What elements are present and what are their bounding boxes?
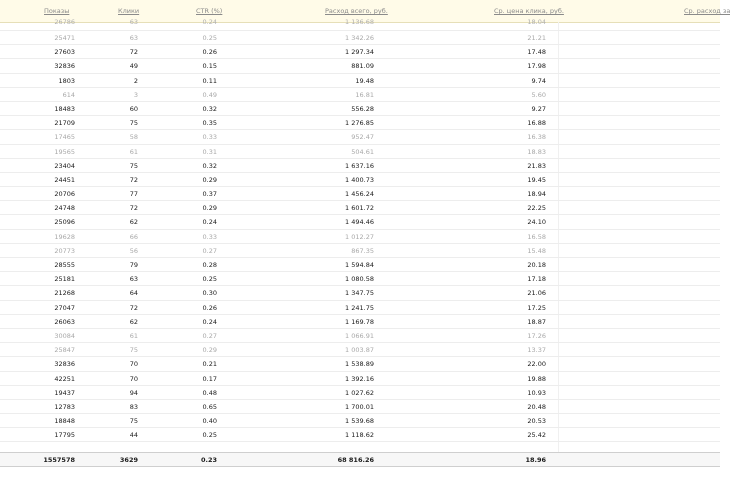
cell-cpc: 18.87 (527, 317, 546, 326)
cell-shows: 1803 (58, 76, 75, 85)
table-row (0, 102, 720, 116)
cell-ctr: 0.28 (202, 261, 217, 269)
table-body (0, 18, 720, 442)
cell-ctr: 0.48 (202, 388, 217, 397)
cell-ctr: 0.27 (202, 331, 217, 340)
table-row (0, 301, 720, 315)
cell-clicks: 44 (129, 431, 138, 440)
cell-shows: 32836 (54, 360, 75, 369)
cell-spend: 556.28 (351, 104, 374, 113)
table-row (0, 159, 720, 173)
table-row (0, 145, 720, 159)
cell-shows: 23404 (54, 161, 75, 170)
cell-spend: 1 700.01 (345, 402, 374, 411)
cell-shows: 25471 (54, 34, 75, 42)
table-row (0, 187, 720, 201)
cell-spend: 19.48 (355, 76, 374, 85)
cell-ctr: 0.29 (202, 346, 217, 355)
cell-clicks: 72 (129, 204, 138, 213)
cell-cpc: 17.26 (527, 331, 546, 340)
cell-shows: 32836 (54, 62, 75, 71)
table-row (0, 88, 720, 102)
cell-spend: 1 241.75 (345, 303, 374, 312)
table-row (0, 45, 720, 59)
cell-ctr: 0.25 (202, 431, 217, 440)
table-row (0, 286, 720, 300)
cell-shows: 30084 (54, 331, 75, 340)
cell-spend: 504.61 (351, 147, 374, 156)
cell-shows: 25847 (54, 346, 75, 355)
cell-shows: 19437 (54, 388, 75, 397)
column-header-spend[interactable]: Расход всего, руб. (325, 7, 388, 15)
cell-cpc: 13.37 (527, 346, 546, 355)
cell-shows: 21709 (54, 119, 75, 128)
cell-ctr: 0.24 (202, 317, 217, 326)
cell-cpc: 22.00 (527, 360, 546, 369)
cell-spend: 1 012.27 (345, 232, 374, 241)
cell-spend: 1 538.89 (345, 360, 374, 369)
cell-clicks: 79 (129, 261, 138, 269)
cell-clicks: 72 (129, 303, 138, 312)
cell-clicks: 2 (133, 76, 138, 85)
cell-shows: 19565 (54, 147, 75, 156)
cell-spend: 1 539.68 (345, 417, 374, 426)
cell-ctr: 0.25 (202, 275, 217, 284)
table-row (0, 386, 720, 400)
cell-cpc: 16.58 (527, 232, 546, 241)
table-row (0, 414, 720, 428)
cell-ctr: 0.31 (202, 147, 217, 156)
cell-clicks: 70 (129, 374, 138, 383)
cell-cpc: 18.94 (527, 190, 546, 199)
cell-clicks: 63 (129, 275, 138, 284)
table-row (0, 372, 720, 386)
cell-cpc: 20.53 (527, 417, 546, 426)
cell-shows: 18848 (54, 417, 75, 426)
cell-cpc: 15.48 (527, 246, 546, 255)
cell-spend: 1 003.87 (345, 346, 374, 355)
cell-shows: 12783 (54, 402, 75, 411)
cell-clicks: 61 (129, 331, 138, 340)
cell-cpc: 19.88 (527, 374, 546, 383)
cell-shows: 27047 (54, 303, 75, 312)
table-row (0, 329, 720, 343)
cell-spend: 1 066.91 (345, 331, 374, 340)
table-row (0, 272, 720, 286)
cell-ctr: 0.25 (202, 34, 217, 42)
cell-clicks: 63 (129, 18, 138, 26)
table-row (0, 31, 720, 45)
cell-clicks: 60 (129, 104, 138, 113)
cell-shows: 21268 (54, 289, 75, 298)
cell-spend: 1 601.72 (345, 204, 374, 213)
column-header-cpc[interactable]: Ср. цена клика, руб. (494, 7, 564, 15)
cell-spend: 1 637.16 (345, 161, 374, 170)
cell-cpc: 16.38 (527, 133, 546, 142)
table-row (0, 74, 720, 88)
table-row (0, 244, 720, 258)
cell-ctr: 0.32 (202, 104, 217, 113)
cell-spend: 1 297.34 (345, 48, 374, 57)
cell-cpc: 5.60 (531, 90, 546, 99)
cell-ctr: 0.17 (202, 374, 217, 383)
table-row (0, 230, 720, 244)
cell-clicks: 77 (129, 190, 138, 199)
column-header-extra[interactable]: Ср. расход за (684, 7, 730, 15)
cell-ctr: 0.30 (202, 289, 217, 298)
table-row (0, 59, 720, 73)
cell-clicks: 75 (129, 346, 138, 355)
total-clicks: 3629 (119, 456, 138, 464)
cell-cpc: 20.18 (527, 261, 546, 269)
cell-cpc: 24.10 (527, 218, 546, 227)
cell-shows: 25096 (54, 218, 75, 227)
cell-clicks: 61 (129, 147, 138, 156)
cell-ctr: 0.33 (202, 133, 217, 142)
cell-clicks: 66 (129, 232, 138, 241)
cell-ctr: 0.49 (202, 90, 217, 99)
cell-cpc: 22.25 (527, 204, 546, 213)
cell-cpc: 17.48 (527, 48, 546, 57)
cell-spend: 1 080.58 (345, 275, 374, 284)
cell-ctr: 0.21 (202, 360, 217, 369)
cell-ctr: 0.15 (202, 62, 217, 71)
cell-shows: 24748 (54, 204, 75, 213)
cell-shows: 25181 (54, 275, 75, 284)
cell-ctr: 0.26 (202, 303, 217, 312)
cell-spend: 867.35 (351, 246, 374, 255)
cell-clicks: 63 (129, 34, 138, 42)
total-cpc: 18.96 (525, 456, 546, 464)
table-row (0, 343, 720, 357)
cell-clicks: 3 (133, 90, 138, 99)
cell-spend: 1 392.16 (345, 374, 374, 383)
cell-cpc: 9.27 (531, 104, 546, 113)
cell-cpc: 17.18 (527, 275, 546, 284)
table-row (0, 400, 720, 414)
cell-shows: 24451 (54, 175, 75, 184)
table-row (0, 201, 720, 215)
cell-spend: 1 118.62 (345, 431, 374, 440)
cell-clicks: 75 (129, 417, 138, 426)
cell-ctr: 0.33 (202, 232, 217, 241)
cell-clicks: 64 (129, 289, 138, 298)
cell-ctr: 0.29 (202, 204, 217, 213)
total-row (0, 452, 720, 467)
cell-ctr: 0.27 (202, 246, 217, 255)
cell-spend: 952.47 (351, 133, 374, 142)
cell-spend: 1 494.46 (345, 218, 374, 227)
cell-spend: 16.81 (355, 90, 374, 99)
cell-clicks: 58 (129, 133, 138, 142)
cell-ctr: 0.26 (202, 48, 217, 57)
cell-ctr: 0.29 (202, 175, 217, 184)
cell-spend: 881.09 (351, 62, 374, 71)
cell-shows: 20706 (54, 190, 75, 199)
cell-ctr: 0.32 (202, 161, 217, 170)
cell-shows: 614 (62, 90, 75, 99)
cell-clicks: 62 (129, 317, 138, 326)
cell-cpc: 25.42 (527, 431, 546, 440)
cell-cpc: 18.04 (527, 18, 546, 26)
table-row (0, 116, 720, 130)
cell-shows: 26063 (54, 317, 75, 326)
cell-ctr: 0.24 (202, 18, 217, 26)
total-ctr: 0.23 (200, 456, 217, 464)
cell-spend: 1 456.24 (345, 190, 374, 199)
column-header-shows[interactable]: Показы (44, 7, 70, 15)
table-row (0, 215, 720, 229)
cell-clicks: 70 (129, 360, 138, 369)
cell-cpc: 21.06 (527, 289, 546, 298)
cell-shows: 17795 (54, 431, 75, 440)
cell-clicks: 94 (129, 388, 138, 397)
cell-spend: 1 400.73 (345, 175, 374, 184)
cell-shows: 19628 (54, 232, 75, 241)
table-row (0, 357, 720, 371)
cell-ctr: 0.24 (202, 218, 217, 227)
cell-ctr: 0.35 (202, 119, 217, 128)
cell-cpc: 21.21 (527, 34, 546, 42)
cell-ctr: 0.11 (202, 76, 217, 85)
cell-spend: 1 342.26 (345, 34, 374, 42)
cell-cpc: 17.25 (527, 303, 546, 312)
cell-shows: 20773 (54, 246, 75, 255)
cell-ctr: 0.65 (202, 402, 217, 411)
cell-shows: 42251 (54, 374, 75, 383)
cell-shows: 18483 (54, 104, 75, 113)
cell-ctr: 0.37 (202, 190, 217, 199)
cell-clicks: 56 (129, 246, 138, 255)
cell-clicks: 62 (129, 218, 138, 227)
cell-spend: 1 136.68 (345, 18, 374, 26)
cell-cpc: 19.45 (527, 175, 546, 184)
cell-spend: 1 027.62 (345, 388, 374, 397)
cell-spend: 1 169.78 (345, 317, 374, 326)
cell-shows: 28555 (54, 261, 75, 269)
cell-clicks: 83 (129, 402, 138, 411)
cell-cpc: 17.98 (527, 62, 546, 71)
cell-cpc: 16.88 (527, 119, 546, 128)
cell-cpc: 10.93 (527, 388, 546, 397)
table-row (0, 130, 720, 144)
column-header-clicks[interactable]: Клики (118, 7, 140, 15)
cell-spend: 1 276.85 (345, 119, 374, 128)
column-header-ctr[interactable]: CTR (%) (196, 7, 223, 15)
cell-spend: 1 594.84 (345, 261, 374, 269)
cell-clicks: 75 (129, 119, 138, 128)
table-row (0, 258, 720, 272)
table-row (0, 428, 720, 442)
table-row (0, 18, 720, 31)
table-row (0, 315, 720, 329)
cell-cpc: 20.48 (527, 402, 546, 411)
cell-cpc: 21.83 (527, 161, 546, 170)
total-spend: 68 816.26 (337, 456, 374, 464)
cell-shows: 17465 (54, 133, 75, 142)
cell-cpc: 9.74 (531, 76, 546, 85)
cell-shows: 26786 (54, 18, 75, 26)
cell-spend: 1 347.75 (345, 289, 374, 298)
cell-clicks: 75 (129, 161, 138, 170)
cell-cpc: 18.83 (527, 147, 546, 156)
cell-clicks: 72 (129, 175, 138, 184)
total-shows: 1557578 (43, 456, 75, 464)
cell-clicks: 72 (129, 48, 138, 57)
cell-clicks: 49 (129, 62, 138, 71)
cell-ctr: 0.40 (202, 417, 217, 426)
cell-shows: 27603 (54, 48, 75, 57)
table-row (0, 173, 720, 187)
